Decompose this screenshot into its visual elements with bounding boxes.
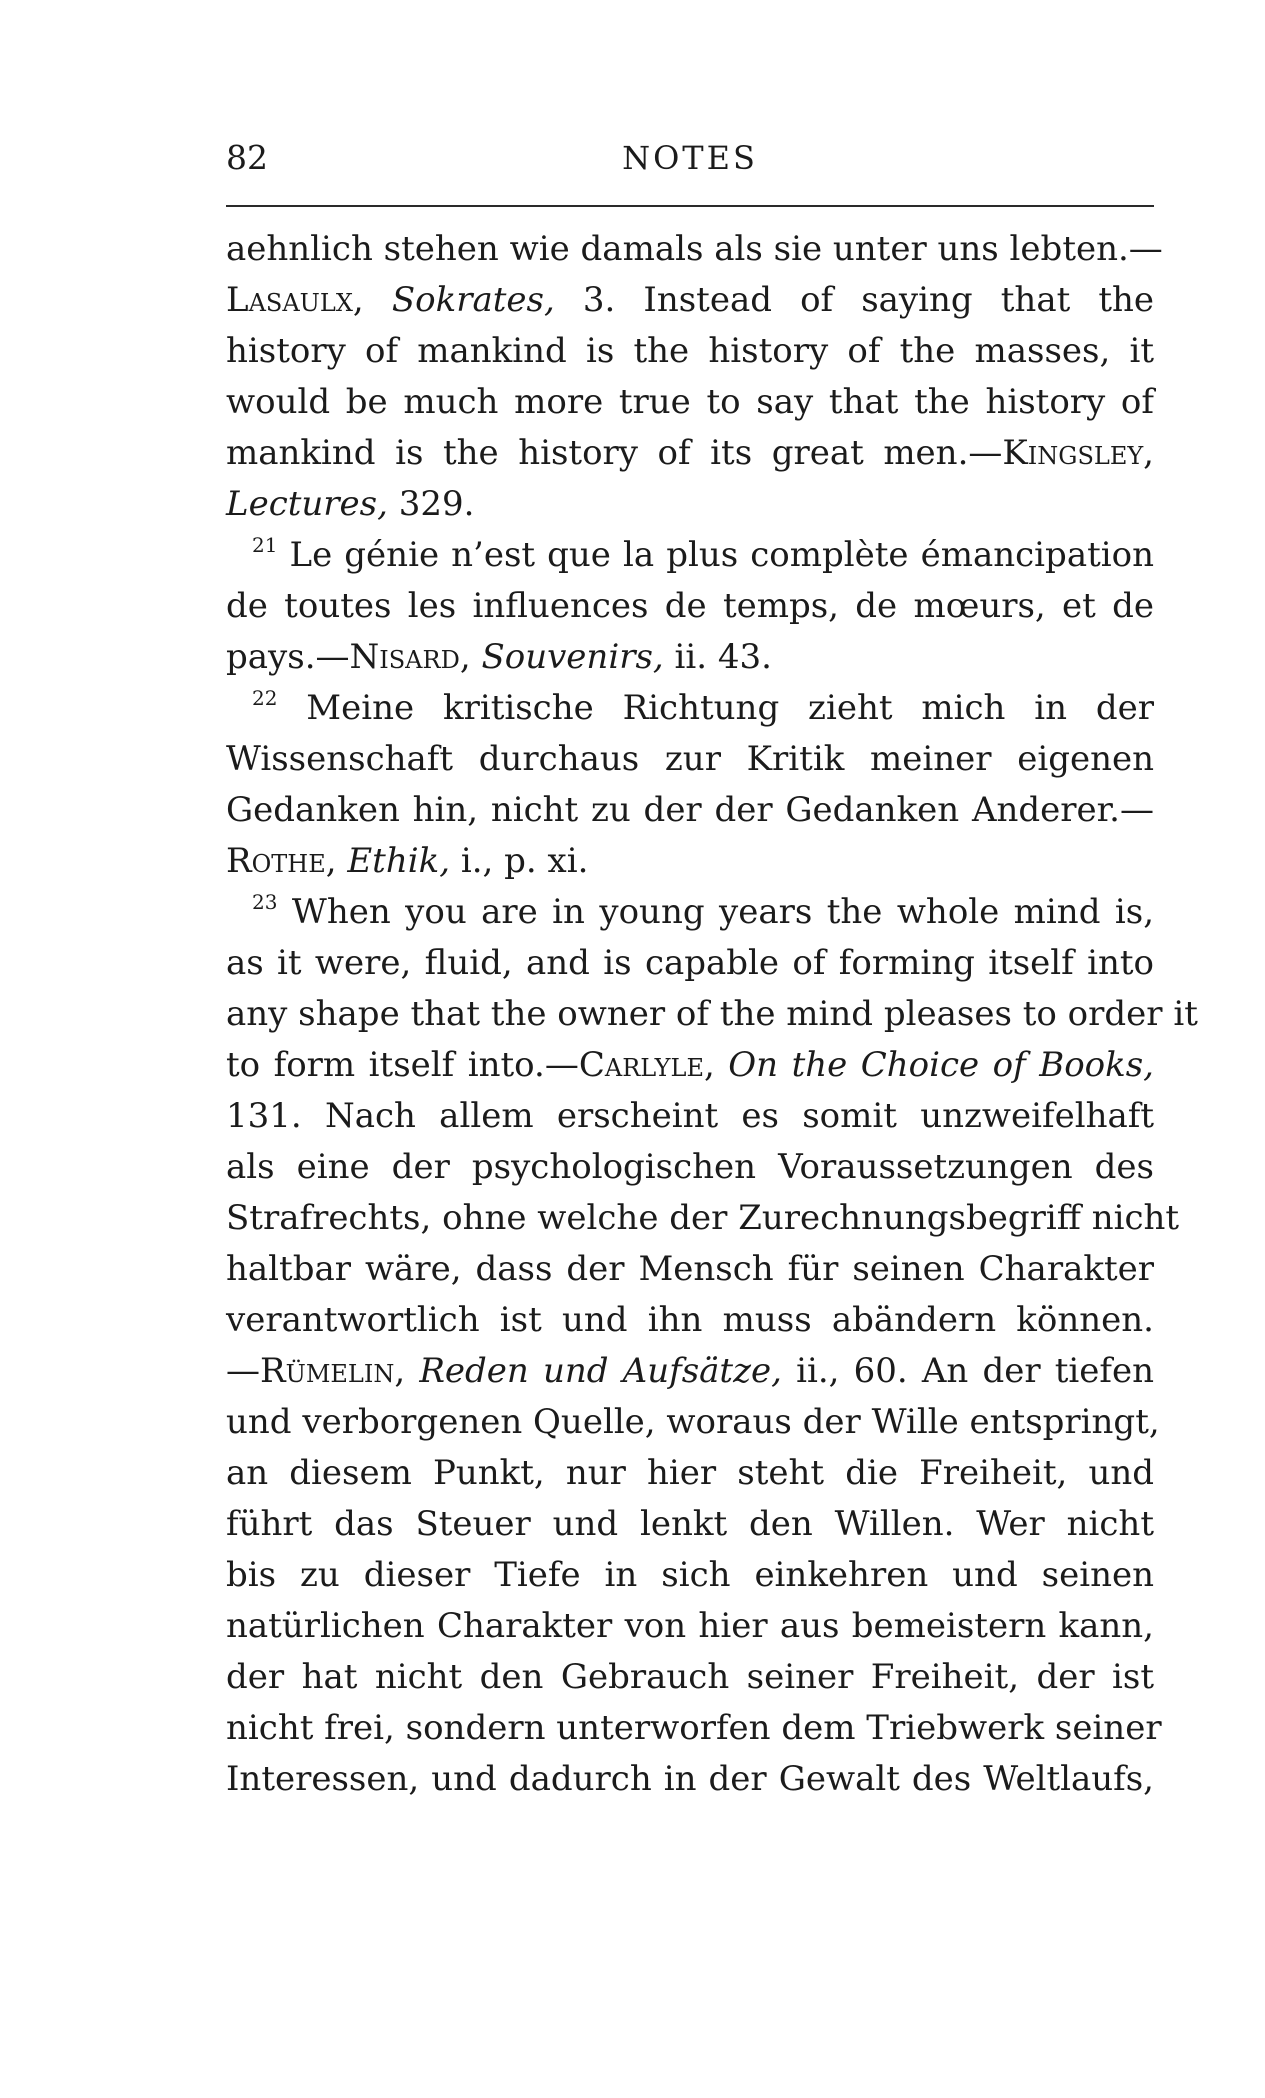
note-line: to form itself into.—Carlyle, On the Choice of Books, <box>226 1045 1154 1085</box>
work-title: Ethik, <box>347 841 451 881</box>
notes-body <box>226 224 1198 1805</box>
note-line: mankind is the history of its great men.—Kingsley, <box>226 433 1154 473</box>
note-line: Wissenschaft durchaus zur Kritik meiner eigenen <box>226 739 1154 779</box>
page-header <box>226 138 1154 188</box>
note-line: natürlichen Charakter von hier aus bemeistern kann, <box>226 1606 1154 1646</box>
running-title: NOTES <box>622 139 758 177</box>
note-line: any shape that the owner of the mind pleases to order it <box>226 994 1198 1034</box>
note-line: as it were, fluid, and is capable of forming itself into <box>226 943 1154 983</box>
note-line: der hat nicht den Gebrauch seiner Freiheit, der ist <box>226 1657 1154 1697</box>
author-name: Carlyle, <box>578 1045 715 1085</box>
author-name: Kingsley, <box>1002 433 1154 473</box>
footnote-number: 21 <box>252 533 278 557</box>
note-line: haltbar wäre, dass der Mensch für seinen Charakter <box>226 1249 1154 1289</box>
note-line: Lectures, 329. <box>226 484 475 524</box>
note-line: de toutes les influences de temps, de mœurs, et de <box>226 586 1154 626</box>
note-line: verantwortlich ist und ihn muss abändern können. <box>226 1300 1154 1340</box>
footnote-number: 23 <box>252 890 278 914</box>
work-title: Sokrates, <box>391 280 555 320</box>
note-line: $^{23}$ When you are in young years the whole mind is, <box>252 890 1155 932</box>
note-line: als eine der psychologischen Voraussetzungen des <box>226 1147 1154 1187</box>
note-line: would be much more true to say that the history of <box>226 382 1154 422</box>
work-title: Lectures, <box>226 484 388 524</box>
author-name: Rümelin, <box>260 1351 406 1391</box>
note-line: an diesem Punkt, nur hier steht die Freiheit, und <box>226 1453 1154 1493</box>
note-line: und verborgenen Quelle, woraus der Wille entspringt, <box>226 1402 1160 1442</box>
header-rule <box>226 205 1154 207</box>
note-line: führt das Steuer und lenkt den Willen. Wer nicht <box>226 1504 1154 1544</box>
page-number: 82 <box>226 138 268 177</box>
note-line: nicht frei, sondern unterworfen dem Triebwerk seiner <box>226 1708 1162 1748</box>
note-line: aehnlich stehen wie damals als sie unter uns lebten.— <box>226 229 1163 269</box>
author-name: Rothe, <box>226 841 337 881</box>
note-line: —Rümelin, Reden und Aufsätze, ii., 60. An der tiefen <box>226 1351 1155 1391</box>
note-line: Interessen, und dadurch in der Gewalt des Weltlaufs, <box>226 1759 1154 1799</box>
work-title: Souvenirs, <box>481 637 664 677</box>
note-line: Lasaulx, Sokrates, 3. Instead of saying that the <box>226 280 1155 320</box>
note-line: bis zu dieser Tiefe in sich einkehren und seinen <box>226 1555 1154 1595</box>
note-line: $^{21}$ Le génie n’est que la plus complète émancipation <box>252 533 1154 575</box>
author-name: Nisard, <box>349 637 471 677</box>
work-title: On the Choice of Books, <box>728 1045 1154 1085</box>
note-line: 131. Nach allem erscheint es somit unzweifelhaft <box>226 1096 1154 1136</box>
note-line: $^{22}$ Meine kritische Richtung zieht mich in der <box>252 686 1154 728</box>
note-line: pays.—Nisard, Souvenirs, ii. 43. <box>226 637 772 677</box>
note-line: Rothe, Ethik, i., p. xi. <box>226 841 589 881</box>
note-line: Gedanken hin, nicht zu der der Gedanken Anderer.— <box>226 790 1154 830</box>
work-title: Reden und Aufsätze, <box>419 1351 782 1391</box>
note-line: history of mankind is the history of the masses, it <box>226 331 1154 371</box>
footnote-number: 22 <box>252 686 278 710</box>
author-name: Lasaulx, <box>226 280 364 320</box>
note-line: Strafrechts, ohne welche der Zurechnungsbegriff nicht <box>226 1198 1180 1238</box>
